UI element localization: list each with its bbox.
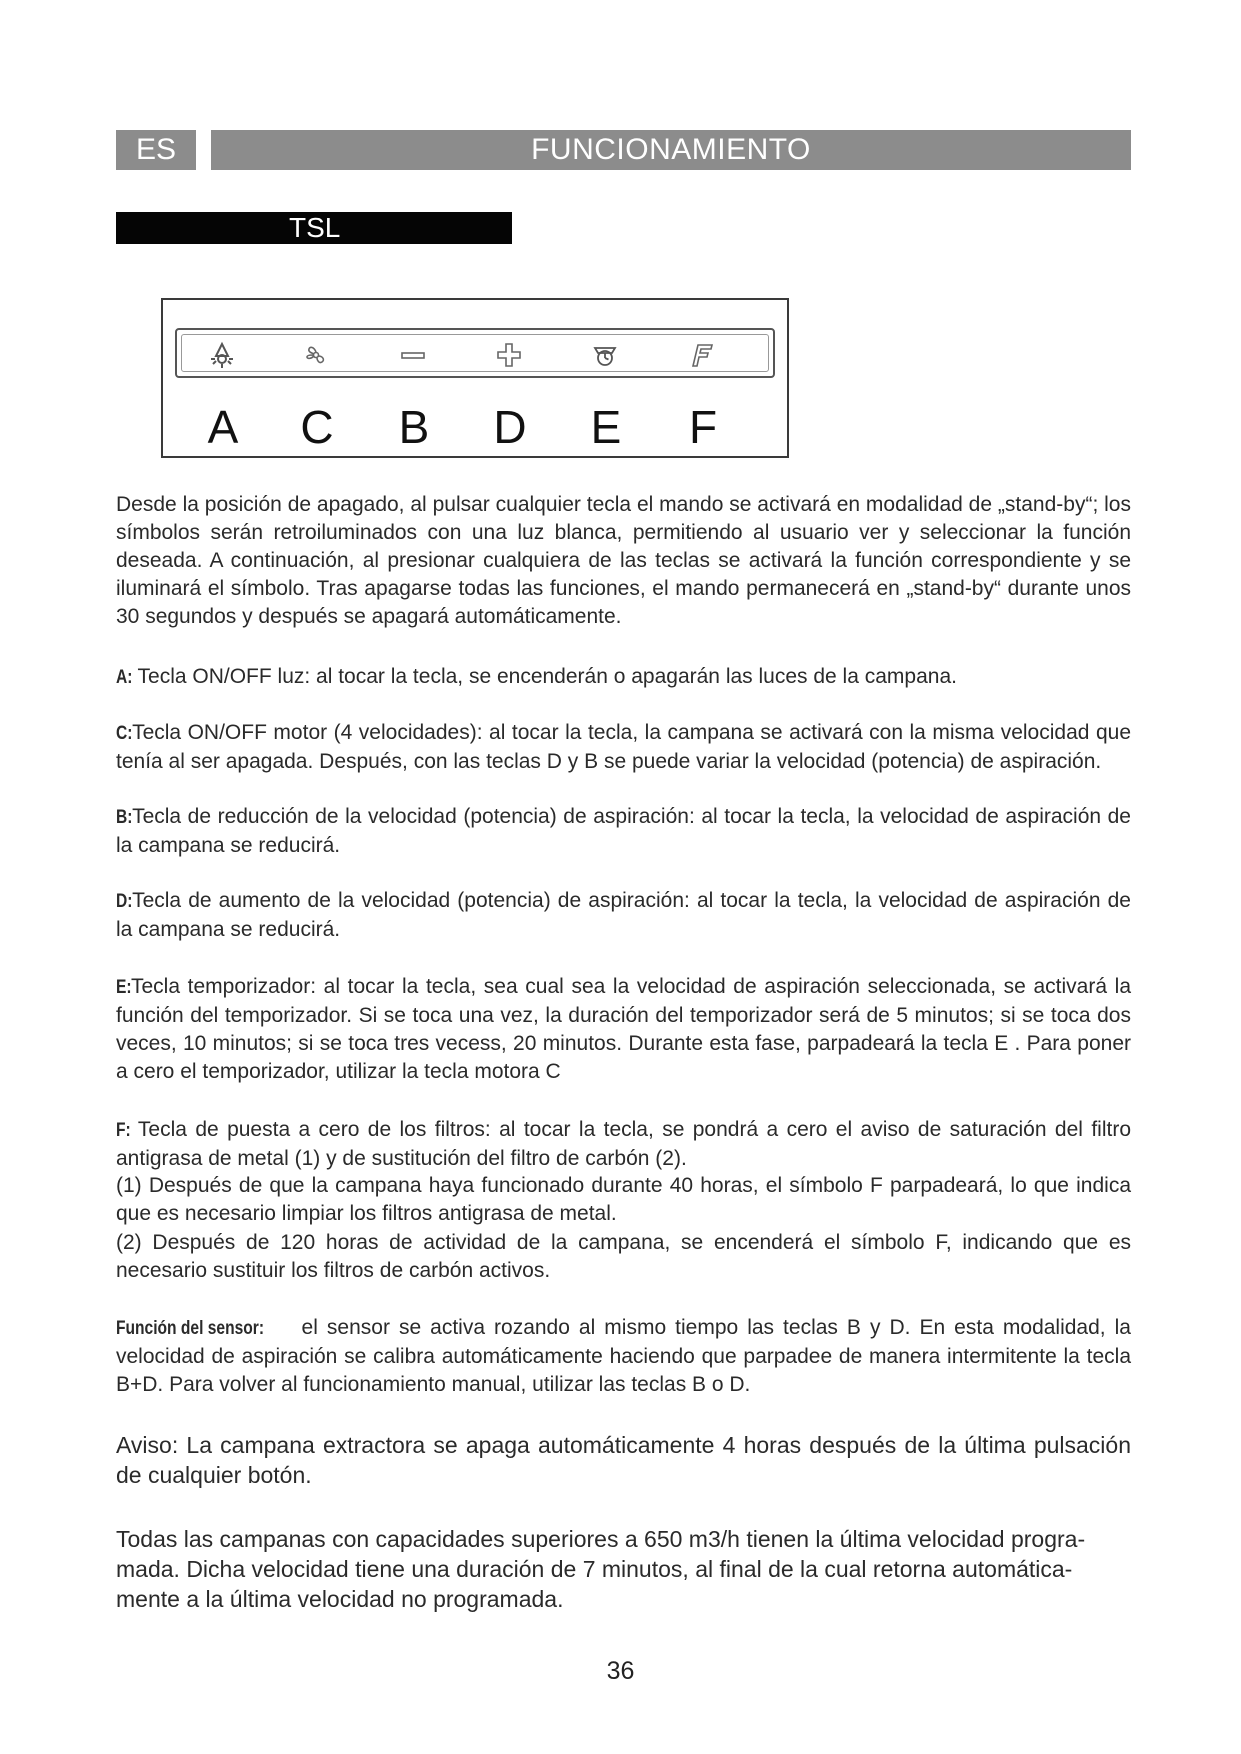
section-title: TSL [289,212,341,243]
todas-paragraph: Todas las campanas con capacidades superiores a 650 m3/h tienen la última velocidad progra-mada. Dicha velocidad tiene una duración de 7 minutos, al final de la cual retorna automática-mente a la última velocidad no programada. [116,1526,1086,1612]
key-letter: A [207,401,239,453]
item-label: A: [116,667,133,688]
item-text: Tecla de aumento de la velocidad (potencia) de aspiración: al tocar la tecla, la velocidad de aspiración de la campana se reducirá. [116,889,1131,941]
item-a-paragraph [116,663,1131,692]
key-letter: B [398,401,430,453]
item-text: Tecla de reducción de la velocidad (potencia) de aspiración: al tocar la tecla, la velocidad de aspiración de la campana se reducirá. [116,805,1131,857]
item-label: B: [116,807,133,828]
item-f-paragraph [116,1116,1131,1173]
key-letter: E [590,401,622,453]
item-text: Tecla temporizador: al tocar la tecla, sea cual sea la velocidad de aspiración seleccionada, se activará la función del temporizador. Si se toca una vez, la duración del temporizador será de 5 minutos; si se toca dos veces, 10 minutos; si se toca tres vecess, 20 minutos. Durante esta fase, parpadeará la tecla E . Para poner a cero el temporizador, utilizar la tecla motora C [116,975,1131,1083]
language-tag: ES [116,130,196,170]
key-letter: D [493,401,527,453]
section-title-bar [116,212,512,244]
timer-icon [590,340,620,370]
item-f-note-1: (1) Después de que la campana haya funcionado durante 40 horas, el símbolo F parpadeará, lo que indica que es necesario limpiar los filtros antigrasa de metal. [116,1174,1131,1225]
key-letter: F [688,401,718,453]
sensor-paragraph [116,1314,1131,1399]
control-panel-diagram [161,298,789,458]
item-f-note-2: (2) Después de 120 horas de actividad de la campana, se encenderá el símbolo F, indicando que es necesario sustituir los filtros de carbón activos. [116,1231,1131,1282]
key-letter: C [300,401,334,453]
control-panel-strip [175,328,775,378]
item-e-paragraph [116,973,1131,1086]
item-text: Tecla ON/OFF motor (4 velocidades): al tocar la tecla, la campana se activará con la misma velocidad que tenía al ser apagada. Después, con las teclas D y B se puede variar la velocidad (potencia) de aspiración. [116,721,1131,773]
filter-icon [687,340,717,370]
item-label: C: [116,723,133,744]
item-text: el sensor se activa rozando al mismo tiempo las teclas B y D. En esta modalidad, la velocidad de aspiración se calibra automáticamente haciendo que parpadee de manera intermitente la tecla B+D. Para volver al funcionamiento manual, utilizar las teclas B o D. [116,1316,1131,1396]
minus-icon [398,340,428,370]
item-label: D: [116,891,133,912]
light-icon [207,340,237,370]
item-text: Tecla ON/OFF luz: al tocar la tecla, se encenderán o apagarán las luces de la campana. [132,665,957,688]
plus-icon [494,340,524,370]
item-label: E: [116,977,132,998]
item-b-paragraph [116,803,1131,860]
item-label: F: [116,1120,131,1141]
item-label: Función del sensor: [116,1318,265,1339]
intro-paragraph: Desde la posición de apagado, al pulsar cualquier tecla el mando se activará en modalidad de „stand-by“; los símbolos serán retroiluminados con una luz blanca, permitiendo al usuario ver y seleccionar la función deseada. A continuación, al presionar cualquiera de las teclas se activará la función correspondiente y se iluminará el símbolo. Tras apagarse todas las funciones, el mando permanecerá en „stand-by“ durante unos 30 segundos y después se apagará automáticamente. [116,493,1131,628]
item-text: Tecla de puesta a cero de los filtros: al tocar la tecla, se pondrá a cero el aviso de saturación del filtro antigrasa de metal (1) y de sustitución del filtro de carbón (2). [116,1118,1131,1170]
item-d-paragraph [116,887,1131,944]
page-number: 36 [606,1657,635,1685]
item-c-paragraph [116,719,1131,776]
page-title: FUNCIONAMIENTO [211,130,1131,170]
fan-icon [301,340,331,370]
aviso-paragraph: Aviso: La campana extractora se apaga automáticamente 4 horas después de la última pulsación de cualquier botón. [116,1432,1131,1488]
